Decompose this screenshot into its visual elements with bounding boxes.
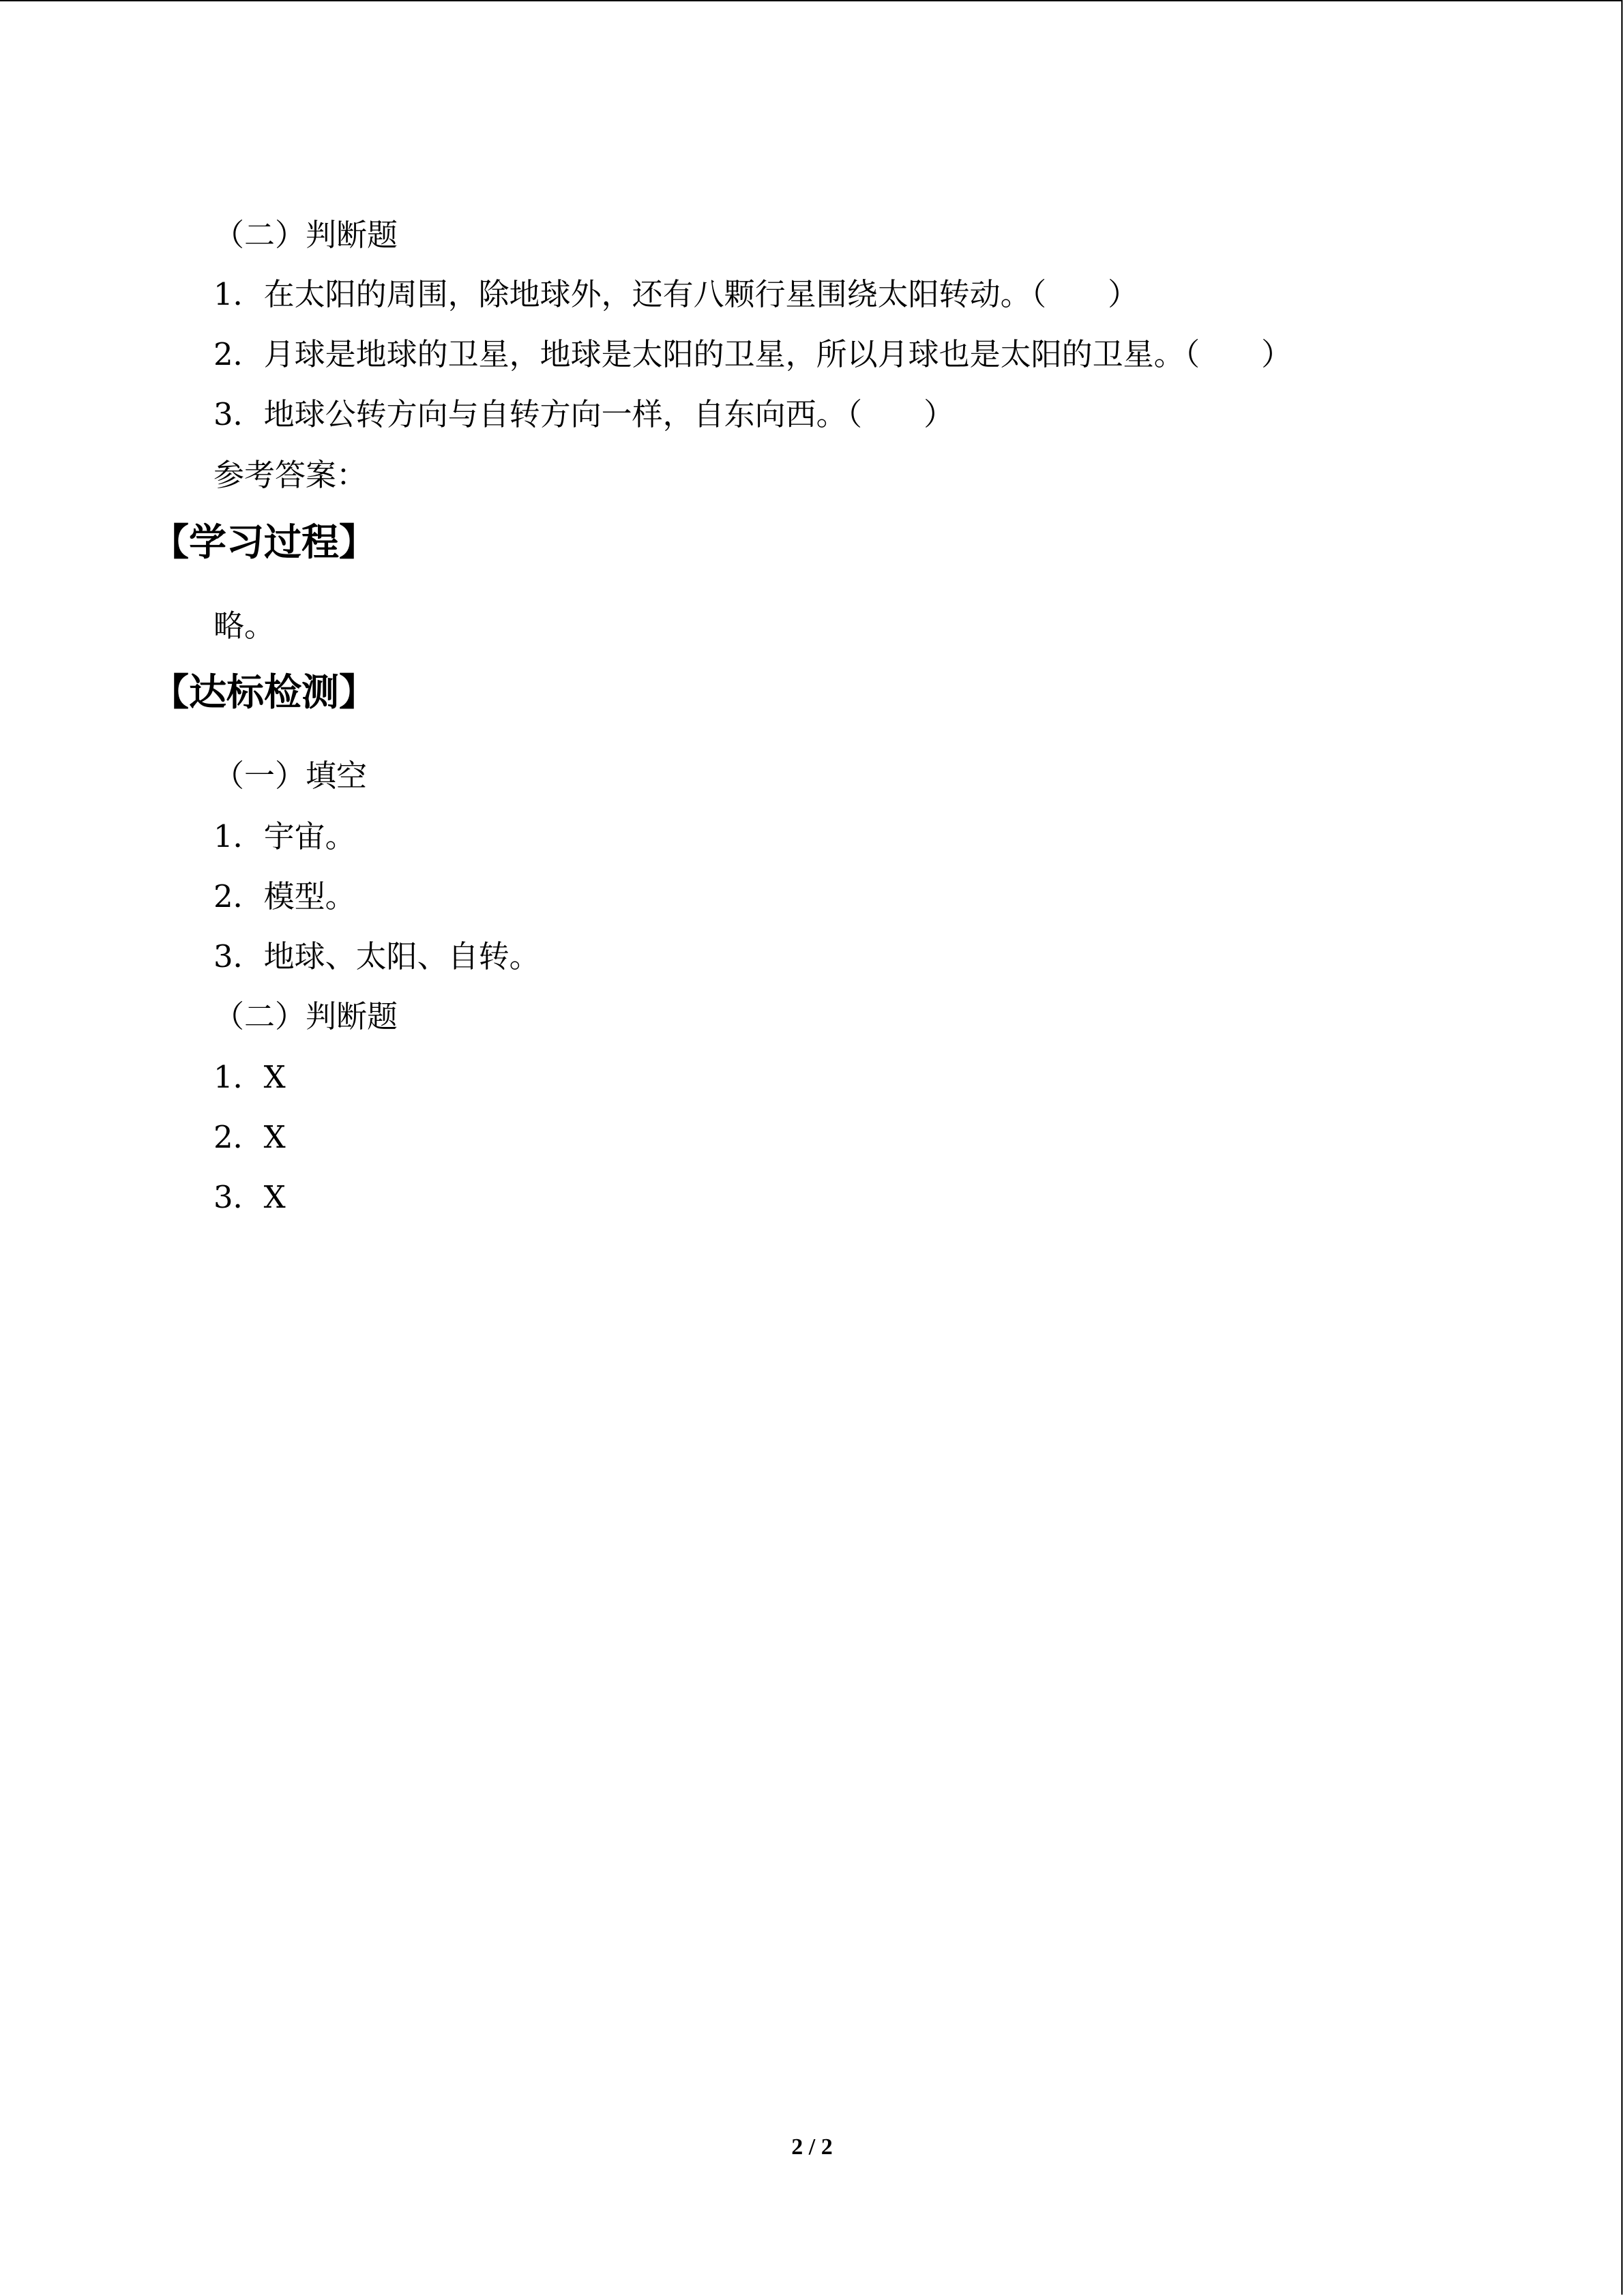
fill-blank-answer-3: 3．地球、太阳、自转。: [213, 938, 540, 974]
question-item-1: 1．在太阳的周围，除地球外，还有八颗行星围绕太阳转动。（ ）: [213, 276, 1139, 312]
fill-blank-subheading: （一）填空: [213, 758, 368, 794]
fill-blank-answer-2: 2．模型。: [213, 878, 356, 914]
fill-blank-answer-1: 1．宇宙。: [213, 818, 356, 854]
section-subheading-true-false: （二）判断题: [213, 217, 398, 253]
learning-process-heading: 【学习过程】: [151, 520, 377, 564]
true-false-answer-2: 2．X: [213, 1119, 286, 1155]
answer-label: 参考答案：: [213, 457, 368, 493]
learning-process-text: 略。: [213, 608, 276, 644]
page-number: 2 / 2: [791, 2134, 833, 2160]
question-item-3: 3．地球公转方向与自转方向一样，自东向西。（ ）: [213, 396, 955, 432]
true-false-answer-1: 1．X: [213, 1059, 286, 1095]
true-false-subheading: （二）判断题: [213, 998, 398, 1034]
true-false-answer-3: 3．X: [213, 1179, 286, 1215]
question-item-2: 2．月球是地球的卫星，地球是太阳的卫星，所以月球也是太阳的卫星。（ ）: [213, 336, 1293, 372]
assessment-heading: 【达标检测】: [151, 670, 377, 714]
